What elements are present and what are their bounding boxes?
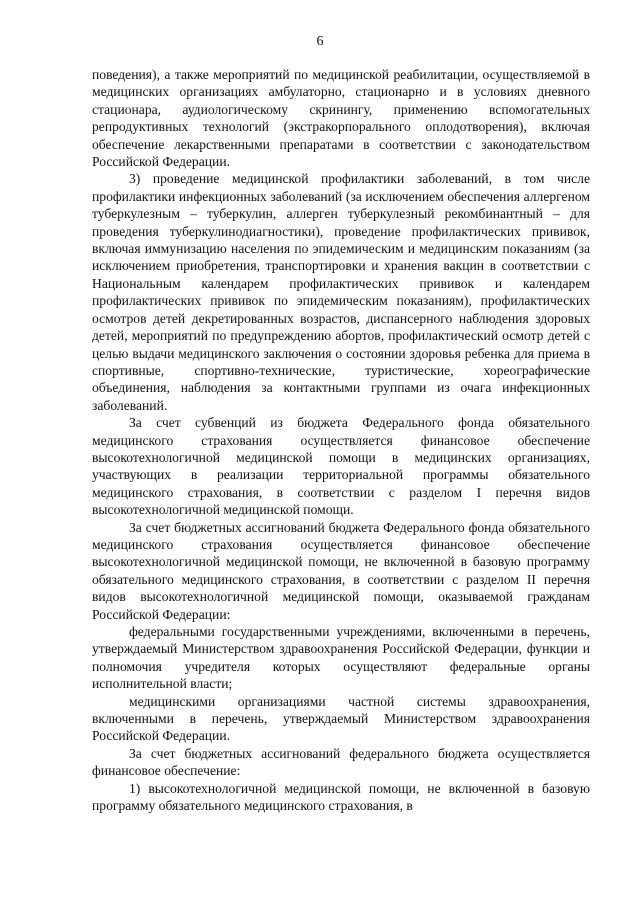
page-number: 6 [316, 34, 324, 49]
paragraph-budget-allocations: За счет бюджетных ассигнований бюджета Федерального фонда обязательного медицинского страхования осуществляется финансовое обеспечение высокотехнологичной медицинской помощи, не включенной в базовую программу обязательного медицинского страхования, в соответствии с разделом II перечня видов высокотехнологичной медицинской помощи, оказываемой гражданам Российской Федерации: [92, 519, 590, 622]
paragraph-continuation: поведения), а также мероприятий по медицинской реабилитации, осуществляемой в медицинских организациях амбулаторно, стационарно и в условиях дневного стационара, аудиологическому скринингу, применению вспомогательных репродуктивных технологий (экстракорпорального оплодотворения), включая обеспечение лекарственными препаратами в соответствии с законодательством Российской Федерации. [92, 67, 590, 170]
paragraph-private-organizations: медицинскими организациями частной системы здравоохранения, включенными в перечень, утверждаемый Министерством здравоохранения Российской Федерации. [92, 693, 590, 744]
paragraph-item-1: 1) высокотехнологичной медицинской помощи, не включенной в базовую программу обязательного медицинского страхования, в [92, 780, 590, 814]
document-body [92, 66, 590, 814]
paragraph-federal-institutions: федеральными государственными учреждениями, включенными в перечень, утверждаемый Министерством здравоохранения Российской Федерации, функции и полномочия учредителя которых осуществляют федеральные органы исполнительной власти; [92, 624, 590, 692]
paragraph-federal-budget: За счет бюджетных ассигнований федерального бюджета осуществляется финансовое обеспечение: [92, 745, 590, 779]
paragraph-item-3: 3) проведение медицинской профилактики заболеваний, в том числе профилактики инфекционных заболеваний (за исключением обеспечения аллергеном туберкулезным – туберкулин, аллерген туберкулезный рекомбинантный – для проведения туберкулинодиагностики), проведение профилактических прививок, включая иммунизацию населения по эпидемическим и медицинским показаниям (за исключением приобретения, транспортировки и хранения вакцин в соответствии с Национальным календарем профилактических прививок и календарем профилактических прививок по эпидемическим показаниям), профилактических осмотров детей декретированных возрастов, диспансерного наблюдения здоровых детей, мероприятий по предупреждению абортов, профилактический осмотр детей с целью выдачи медицинского заключения о состоянии здоровья ребенка для приема в спортивные, спортивно-технические, туристические, хореографические объединения, наблюдения за контактными группами из очага инфекционных заболеваний. [92, 171, 590, 413]
paragraph-subventions: За счет субвенций из бюджета Федерального фонда обязательного медицинского страхования осуществляется финансовое обеспечение высокотехнологичной медицинской помощи в медицинских организациях, участвующих в реализации территориальной программы обязательного медицинского страхования, в соответствии с разделом I перечня видов высокотехнологичной медицинской помощи. [92, 415, 590, 518]
